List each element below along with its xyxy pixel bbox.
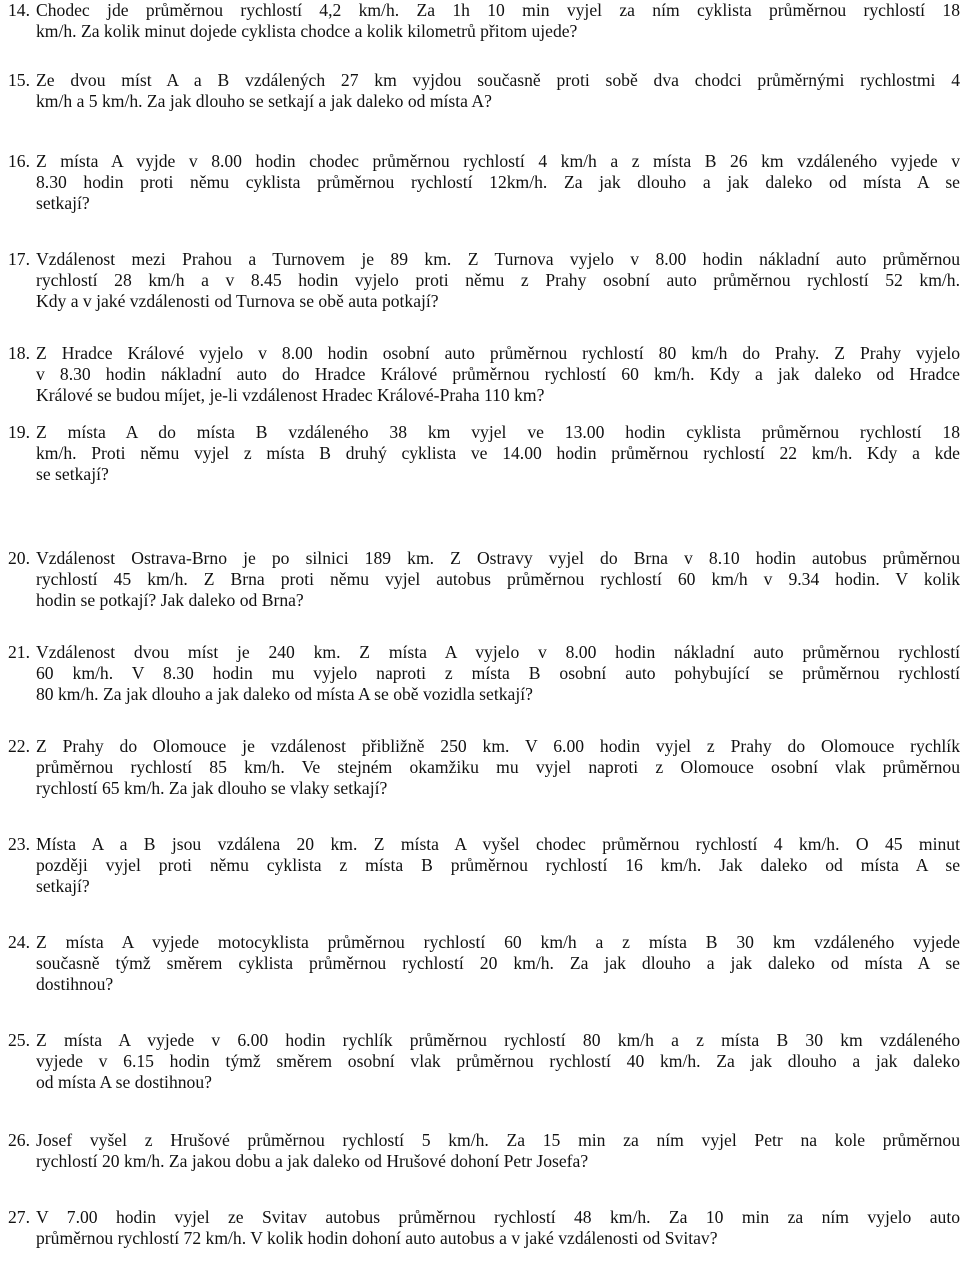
- problem-22: [8, 736, 960, 799]
- problem-line: Ze dvou míst A a B vzdálených 27 km vyjdou současně proti sobě dva chodci průměrnými rychlostmi 4: [36, 70, 960, 90]
- problem-line: vyjede v 6.15 hodin týmž směrem osobní vlak průměrnou rychlostí 40 km/h. Za jak dlouho a jak daleko: [36, 1051, 960, 1071]
- problem-line: Kdy a v jaké vzdálenosti od Turnova se obě auta potkají?: [36, 291, 439, 311]
- problem-line: Z Hradce Králové vyjelo v 8.00 hodin osobní auto průměrnou rychlostí 80 km/h do Prahy. Z Prahy vyjelo: [36, 343, 960, 363]
- problem-line: průměrnou rychlostí 85 km/h. Ve stejném okamžiku mu vyjel naproti z Olomouce osobní vlak průměrnou: [36, 757, 960, 777]
- problem-number: 21.: [8, 642, 30, 662]
- problem-number: 23.: [8, 834, 30, 854]
- problem-15: [8, 70, 960, 112]
- problem-number: 27.: [8, 1207, 30, 1227]
- problem-line: 80 km/h. Za jak dlouho a jak daleko od místa A se obě vozidla setkají?: [36, 684, 533, 704]
- problem-18: [8, 343, 960, 406]
- problem-21: [8, 642, 960, 705]
- problem-line: rychlostí 28 km/h a v 8.45 hodin vyjelo proti němu z Prahy osobní auto průměrnou rychlostí 52 km/h.: [36, 270, 960, 290]
- problem-line: se setkají?: [36, 464, 109, 484]
- problem-16: [8, 151, 960, 214]
- problem-line: Z místa A do místa B vzdáleného 38 km vyjel ve 13.00 hodin cyklista průměrnou rychlostí 18: [36, 422, 960, 442]
- problem-number: 18.: [8, 343, 30, 363]
- problem-line: setkají?: [36, 193, 90, 213]
- problem-17: [8, 249, 960, 312]
- problem-19: [8, 422, 960, 485]
- problem-line: rychlostí 45 km/h. Z Brna proti němu vyjel autobus průměrnou rychlostí 60 km/h v 9.34 hodin. V kolik: [36, 569, 960, 589]
- problem-line: setkají?: [36, 876, 90, 896]
- problem-line: Z místa A vyjede v 6.00 hodin rychlík průměrnou rychlostí 80 km/h a z místa B 30 km vzdáleného: [36, 1030, 960, 1050]
- problem-line: rychlostí 20 km/h. Za jakou dobu a jak daleko od Hrušové dohoní Petr Josefa?: [36, 1151, 589, 1171]
- problem-line: Vzdálenost dvou míst je 240 km. Z místa A vyjelo v 8.00 hodin nákladní auto průměrnou rychlostí: [36, 642, 960, 662]
- problem-line: od místa A se dostihnou?: [36, 1072, 212, 1092]
- problem-line: rychlostí 65 km/h. Za jak dlouho se vlaky setkají?: [36, 778, 388, 798]
- problem-20: [8, 548, 960, 611]
- problem-number: 24.: [8, 932, 30, 952]
- problem-27: [8, 1207, 960, 1249]
- problem-line: v 8.30 hodin nákladní auto do Hradce Králové průměrnou rychlostí 60 km/h. Kdy a jak daleko od Hradce: [36, 364, 960, 384]
- problem-26: [8, 1130, 960, 1172]
- problem-line: hodin se potkají? Jak daleko od Brna?: [36, 590, 304, 610]
- problem-number: 16.: [8, 151, 30, 171]
- problem-25: [8, 1030, 960, 1093]
- problem-24: [8, 932, 960, 995]
- problem-line: Z Prahy do Olomouce je vzdálenost přibližně 250 km. V 6.00 hodin vyjel z Prahy do Olomouce rychlík: [36, 736, 960, 756]
- problem-line: Místa A a B jsou vzdálena 20 km. Z místa A vyšel chodec průměrnou rychlostí 4 km/h. O 45 minut: [36, 834, 960, 854]
- problem-line: Vzdálenost Ostrava-Brno je po silnici 189 km. Z Ostravy vyjel do Brna v 8.10 hodin autobus průměrnou: [36, 548, 960, 568]
- problem-line: 8.30 hodin proti němu cyklista průměrnou rychlostí 12km/h. Za jak dlouho a jak daleko od místa A se: [36, 172, 960, 192]
- problem-number: 25.: [8, 1030, 30, 1050]
- problem-number: 17.: [8, 249, 30, 269]
- problem-line: Chodec jde průměrnou rychlostí 4,2 km/h. Za 1h 10 min vyjel za ním cyklista průměrnou rychlostí 18: [36, 0, 960, 20]
- problem-line: km/h a 5 km/h. Za jak dlouho se setkají a jak daleko od místa A?: [36, 91, 492, 111]
- problem-line: Vzdálenost mezi Prahou a Turnovem je 89 km. Z Turnova vyjelo v 8.00 hodin nákladní auto průměrnou: [36, 249, 960, 269]
- problem-line: km/h. Proti němu vyjel z místa B druhý cyklista ve 14.00 hodin průměrnou rychlostí 22 km/h. Kdy a kde: [36, 443, 960, 463]
- problem-line: později vyjel proti němu cyklista z místa B průměrnou rychlostí 16 km/h. Jak daleko od místa A se: [36, 855, 960, 875]
- problem-line: Z místa A vyjede motocyklista průměrnou rychlostí 60 km/h a z místa B 30 km vzdáleného vyjede: [36, 932, 960, 952]
- problem-line: V 7.00 hodin vyjel ze Svitav autobus průměrnou rychlostí 48 km/h. Za 10 min za ním vyjelo auto: [36, 1207, 960, 1227]
- problem-line: km/h. Za kolik minut dojede cyklista chodce a kolik kilometrů přitom ujede?: [36, 21, 578, 41]
- problem-number: 26.: [8, 1130, 30, 1150]
- problem-line: Králové se budou míjet, je-li vzdálenost Hradec Králové-Praha 110 km?: [36, 385, 545, 405]
- problem-number: 19.: [8, 422, 30, 442]
- problem-number: 20.: [8, 548, 30, 568]
- problem-line: současně týmž směrem cyklista průměrnou rychlostí 20 km/h. Za jak dlouho a jak daleko od místa A se: [36, 953, 960, 973]
- problem-line: 60 km/h. V 8.30 hodin mu vyjelo naproti z místa B osobní auto pohybující se průměrnou rychlostí: [36, 663, 960, 683]
- problem-line: průměrnou rychlostí 72 km/h. V kolik hodin dohoní auto autobus a v jaké vzdálenosti od Svitav?: [36, 1228, 718, 1248]
- document-page: [8, 0, 960, 1275]
- problem-number: 15.: [8, 70, 30, 90]
- problem-14: [8, 0, 960, 42]
- problem-number: 22.: [8, 736, 30, 756]
- problem-number: 14.: [8, 0, 30, 20]
- problem-line: Z místa A vyjde v 8.00 hodin chodec průměrnou rychlostí 4 km/h a z místa B 26 km vzdáleného vyjede v: [36, 151, 960, 171]
- problem-line: dostihnou?: [36, 974, 114, 994]
- problem-23: [8, 834, 960, 897]
- problem-line: Josef vyšel z Hrušové průměrnou rychlostí 5 km/h. Za 15 min za ním vyjel Petr na kole průměrnou: [36, 1130, 960, 1150]
